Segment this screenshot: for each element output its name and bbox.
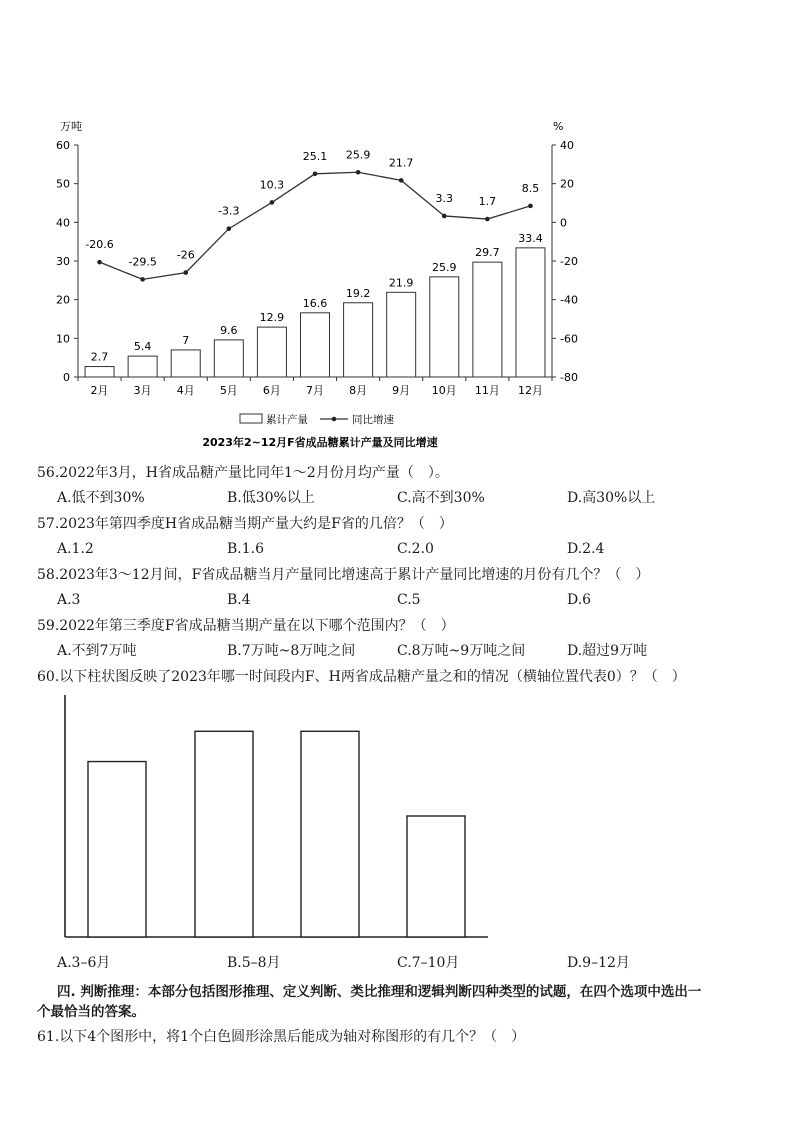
x-tick-label: 12月 xyxy=(517,384,543,397)
x-tick-label: 8月 xyxy=(349,384,368,397)
bar-label: 16.6 xyxy=(302,296,328,310)
bar xyxy=(214,340,243,377)
right-tick-label: -80 xyxy=(560,371,578,384)
option-c[interactable]: C.5 xyxy=(397,592,421,608)
answer-bar-chart xyxy=(0,680,800,950)
bar xyxy=(257,327,286,377)
bar xyxy=(473,262,502,377)
option-d[interactable]: D.6 xyxy=(567,592,592,608)
section-heading-cont: 个最恰当的答案。 xyxy=(37,1004,145,1020)
x-tick-label: 2月 xyxy=(90,384,109,397)
line-label: 10.3 xyxy=(259,178,285,192)
bar-label: 21.9 xyxy=(388,276,414,290)
option-c[interactable]: C.2.0 xyxy=(397,541,434,557)
left-unit-label: 万吨 xyxy=(60,120,82,133)
left-tick-label: 30 xyxy=(56,255,70,268)
bar-label: 19.2 xyxy=(345,286,371,300)
left-tick-label: 40 xyxy=(56,216,70,230)
bar-label: 12.9 xyxy=(259,311,285,325)
line-label: 8.5 xyxy=(521,181,540,195)
line-label: 1.7 xyxy=(478,195,497,209)
question-56 xyxy=(37,464,449,482)
option-d[interactable]: D.2.4 xyxy=(567,541,605,557)
x-tick-label: 4月 xyxy=(176,384,195,397)
x-tick-label: 3月 xyxy=(133,384,152,397)
x-tick-label: 6月 xyxy=(262,384,281,397)
question-58 xyxy=(37,566,649,584)
line-point xyxy=(442,214,447,219)
growth-line xyxy=(100,172,531,279)
bar xyxy=(171,350,200,377)
left-tick-label: 10 xyxy=(56,332,70,346)
line-label: -20.6 xyxy=(85,238,114,252)
line-point xyxy=(183,270,188,275)
question-57 xyxy=(37,515,453,533)
option-b[interactable]: B.4 xyxy=(227,592,251,608)
option-a[interactable]: A.1.2 xyxy=(57,541,94,557)
bar-label: 29.7 xyxy=(475,246,500,260)
bar-label: 9.6 xyxy=(220,323,238,337)
right-tick-label: 0 xyxy=(560,216,567,230)
question-text: 2022年3月，H省成品糖产量比同年1～2月份月均产量（ ）。 xyxy=(59,465,449,481)
question-text: 以下柱状图反映了2023年哪一时间段内F、H两省成品糖产量之和的情况（横轴位置代表0）？（ ） xyxy=(59,669,686,685)
x-tick-label: 10月 xyxy=(431,384,457,397)
legend-line-label: 同比增速 xyxy=(352,414,394,426)
option-d[interactable]: D.超过9万吨 xyxy=(567,643,648,659)
question-text: 2023年3～12月间，F省成品糖当月产量同比增速高于累计产量同比增速的月份有几个？（ ） xyxy=(59,567,650,583)
line-point xyxy=(313,172,318,177)
production-chart xyxy=(0,0,800,460)
chart-title: 2023年2~12月F省成品糖累计产量及同比增速 xyxy=(202,436,438,449)
option-b[interactable]: B.低30%以上 xyxy=(227,490,315,506)
bar-label: 2.7 xyxy=(90,350,109,364)
x-tick-label: 11月 xyxy=(474,384,500,397)
line-point xyxy=(399,178,404,183)
option-d[interactable]: D.高30%以上 xyxy=(567,490,656,506)
line-point xyxy=(97,260,102,265)
question-number: 60. xyxy=(37,669,60,685)
right-tick-label: 40 xyxy=(560,139,574,152)
bar xyxy=(88,762,146,937)
question-61 xyxy=(37,1028,525,1046)
left-tick-label: 20 xyxy=(56,293,70,307)
bar xyxy=(128,356,157,377)
line-point xyxy=(528,204,533,209)
option-b[interactable]: B.5–8月 xyxy=(227,955,281,971)
bar xyxy=(430,277,459,377)
left-tick-label: 50 xyxy=(56,177,70,191)
x-tick-label: 5月 xyxy=(219,384,238,397)
question-number: 57. xyxy=(37,516,60,532)
line-label: -3.3 xyxy=(218,204,240,218)
option-a[interactable]: A.低不到30% xyxy=(57,490,145,506)
line-point xyxy=(227,226,232,231)
question-number: 61. xyxy=(37,1029,60,1045)
option-b[interactable]: B.1.6 xyxy=(227,541,265,557)
right-tick-label: 20 xyxy=(560,177,574,191)
bar xyxy=(516,248,545,377)
bar xyxy=(195,731,253,937)
right-tick-label: -20 xyxy=(560,255,578,268)
right-unit-label: % xyxy=(553,120,564,133)
section-heading: 四. 判断推理：本部分包括图形推理、定义判断、类比推理和逻辑判断四种类型的试题，在四个选项中选出一 xyxy=(57,984,702,1000)
option-a[interactable]: A.不到7万吨 xyxy=(57,643,137,659)
bar xyxy=(301,313,330,377)
question-number: 58. xyxy=(37,567,60,583)
line-label: 25.1 xyxy=(302,149,328,163)
question-number: 56. xyxy=(37,465,60,481)
bar-label: 33.4 xyxy=(518,231,543,245)
question-text: 以下4个图形中，将1个白色圆形涂黑后能成为轴对称图形的有几个？（ ） xyxy=(59,1029,526,1045)
line-label: 3.3 xyxy=(435,191,454,205)
line-label: 25.9 xyxy=(345,148,371,162)
bar xyxy=(85,367,114,377)
line-label: -29.5 xyxy=(128,255,157,269)
right-tick-label: -40 xyxy=(560,293,578,307)
x-tick-label: 7月 xyxy=(306,384,324,397)
bar-label: 25.9 xyxy=(432,260,457,274)
question-text: 2022年第三季度F省成品糖当期产量在以下哪个范围内？（ ） xyxy=(59,618,455,634)
option-c[interactable]: C.8万吨~9万吨之间 xyxy=(397,643,526,659)
line-point xyxy=(485,217,490,222)
option-a[interactable]: A.3 xyxy=(57,592,81,608)
bar-label: 5.4 xyxy=(133,340,152,354)
bar xyxy=(301,731,359,937)
option-a[interactable]: A.3–6月 xyxy=(57,955,111,971)
option-c[interactable]: C.7–10月 xyxy=(397,955,460,971)
line-label: 21.7 xyxy=(388,156,414,170)
left-tick-label: 60 xyxy=(56,139,70,152)
bar xyxy=(407,816,465,937)
option-b[interactable]: B.7万吨~8万吨之间 xyxy=(227,643,356,659)
question-number: 59. xyxy=(37,618,60,634)
legend-bar-label: 累计产量 xyxy=(266,414,308,426)
option-d[interactable]: D.9–12月 xyxy=(567,955,630,971)
question-text: 2023年第四季度H省成品糖当期产量大约是F省的几倍？（ ） xyxy=(59,516,453,532)
line-label: -26 xyxy=(176,248,195,262)
legend-line-point xyxy=(332,417,337,422)
line-point xyxy=(140,277,145,282)
line-point xyxy=(270,200,275,205)
left-tick-label: 0 xyxy=(63,371,70,384)
line-point xyxy=(356,170,361,175)
option-c[interactable]: C.高不到30% xyxy=(397,490,485,506)
bar xyxy=(387,292,416,377)
bar xyxy=(344,303,373,377)
bar-label: 7 xyxy=(182,333,190,347)
x-tick-label: 9月 xyxy=(392,384,411,397)
question-59 xyxy=(37,617,455,635)
legend-bar-swatch xyxy=(240,414,262,423)
right-tick-label: -60 xyxy=(560,332,578,346)
